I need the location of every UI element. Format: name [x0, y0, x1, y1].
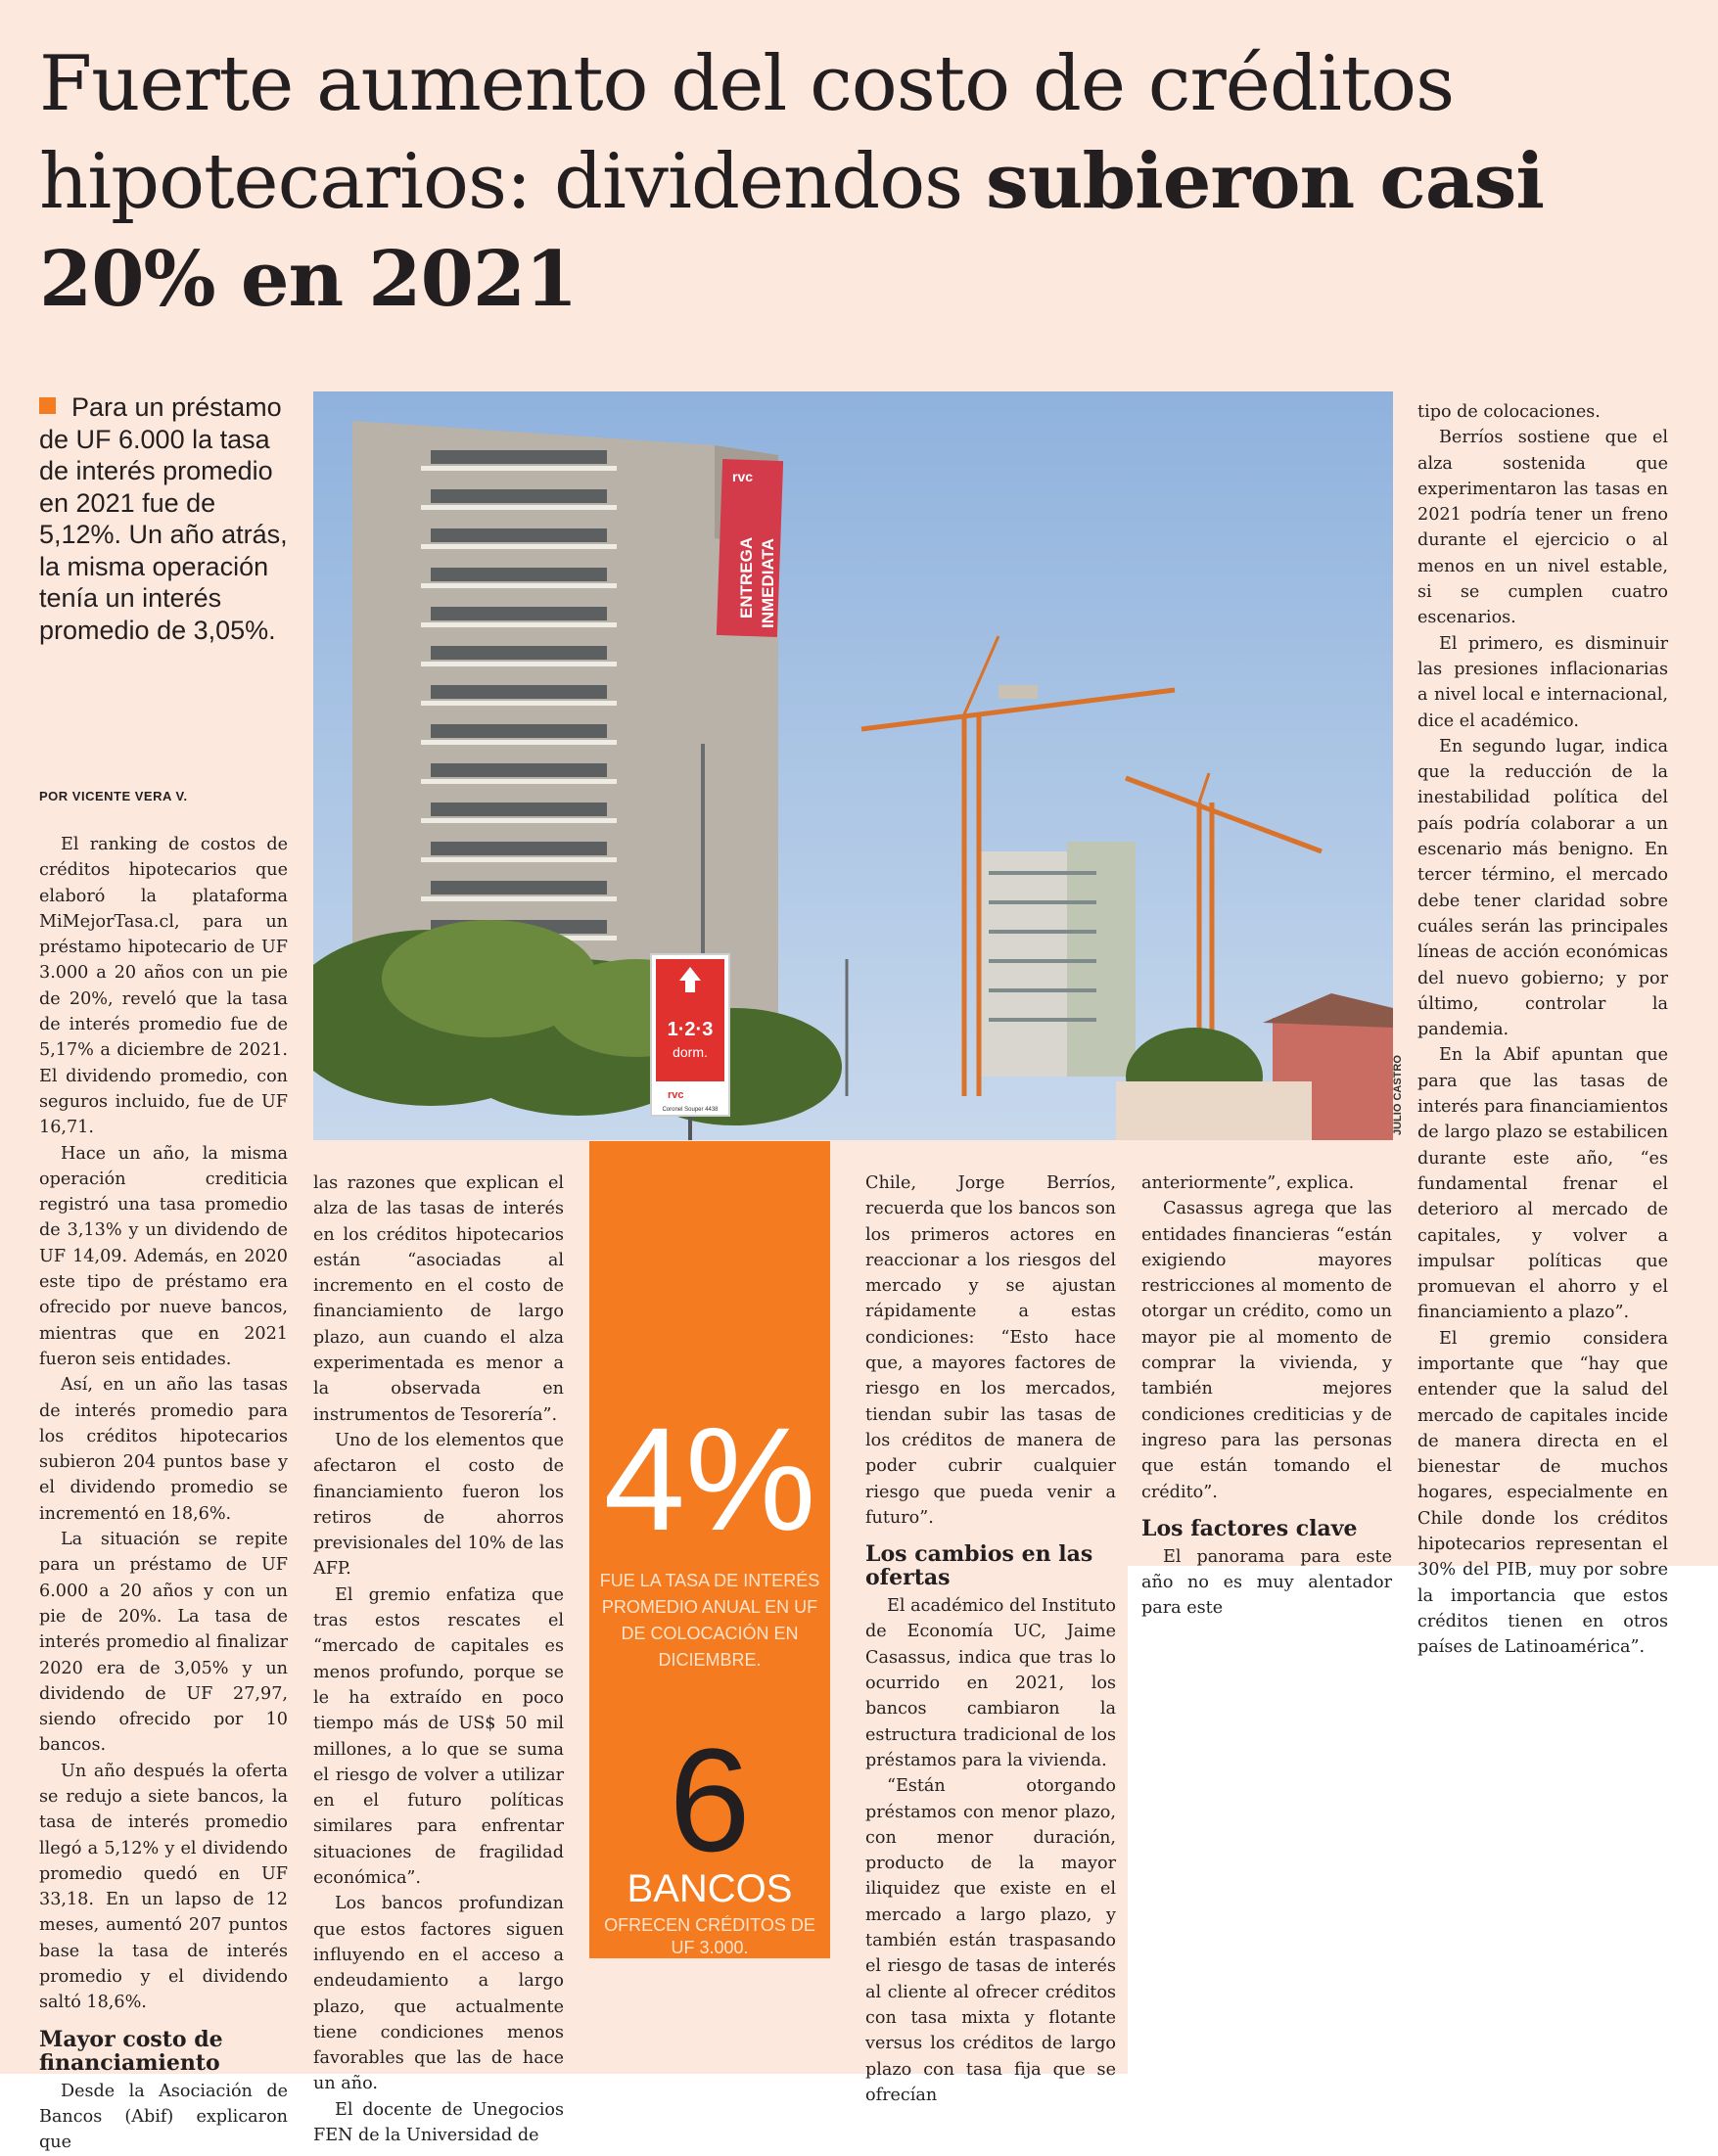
paragraph: “Están otorgando préstamos con menor plazo, con menor duración, producto de la mayor iliquidez que existe en el mercado a largo plazo, y también están traspasando el riesgo de tasas de interés al cliente al ofrecer créditos con tasa mixta y flotante versus los créditos de largo plazo con tasa fija que se ofrecían: [865, 1776, 1116, 2105]
paragraph: Los bancos profundizan que estos factores siguen influyendo en el acceso a endeudamiento a largo plazo, que actualmente tiene condiciones menos favorables que las de hace un año.: [313, 1894, 564, 2094]
orange-square-bullet-icon: [39, 397, 56, 414]
paragraph: El panorama para este año no es muy alentador para este: [1141, 1546, 1392, 1619]
banner-brand-text: rvc: [732, 469, 754, 484]
paragraph: Chile, Jorge Berríos, recuerda que los bancos son los primeros actores en reaccionar a los riesgos del mercado y se ajustan rápidamente a estas condiciones: “Esto hace que, a mayores factores de riesgo en los mercados, tiendan subir las tasas de los créditos de manera de poder cubrir cualquier riesgo que pueda venir a futuro”.: [865, 1173, 1116, 1528]
byline: POR VICENTE VERA V.: [39, 789, 188, 803]
subheading-factores-clave: Los factores clave: [1141, 1515, 1358, 1541]
headline-light: Fuerte aumento del costo de créditos hipotecarios: dividendos: [39, 40, 1455, 226]
stat-banks-unit: BANCOS: [627, 1867, 793, 1910]
lead-paragraph: [39, 391, 294, 646]
stat-rate-caption: FUE LA TASA DE INTERÉS PROMEDIO ANUAL EN UF DE COLOCACIÓN EN DICIEMBRE.: [599, 1571, 820, 1670]
article-column-3: [865, 1170, 1116, 2108]
sign-brand: rvc: [668, 1089, 684, 1101]
article-column-1: [39, 832, 288, 2156]
headline: [39, 35, 1664, 329]
paragraph: anteriormente”, explica.: [1141, 1173, 1355, 1193]
paragraph: Uno de los elementos que afectaron el costo de financiamiento fueron los retiros de ahorros previsionales del 10% de las AFP.: [313, 1430, 564, 1580]
sign-dorm-number: 1·2·3: [667, 1019, 714, 1040]
paragraph: Berríos sostiene que el alza sostenida que experimentaron las tasas en 2021 podría tener un freno durante el ejercicio o al menos en un nivel estable, si se cumplen cuatro escenarios.: [1417, 428, 1668, 628]
lead-text: Para un préstamo de UF 6.000 la tasa de interés promedio en 2021 fue de 5,12%. Un año atrás, la misma operación tenía un interés promedio de 3,05%.: [39, 392, 288, 645]
stat-banks-caption: OFRECEN CRÉDITOS DE UF 3.000.: [604, 1915, 815, 1957]
banner-text-2: INMEDIATA: [759, 538, 777, 628]
article-column-2: [313, 1170, 564, 2148]
paragraph: tipo de colocaciones.: [1417, 402, 1601, 422]
photo-credit: JULIO CASTRO: [1392, 1055, 1404, 1135]
paragraph: La situación se repite para un préstamo de UF 6.000 a 20 años y con un pie de 20%. La tasa de interés promedio al finalizar 2020 era de 3,05% y un dividendo de UF 27,97, siendo ofrecido por 10 bancos.: [39, 1530, 288, 1756]
paragraph: Así, en un año las tasas de interés promedio para los créditos hipotecarios subieron 204 puntos base y el dividendo promedio se incrementó en 18,6%.: [39, 1375, 288, 1524]
paragraph: Casassus agrega que las entidades financieras “están exigiendo mayores restricciones al momento de otorgar un crédito, como un mayor pie al momento de comprar la vivienda, y también mejores condiciones crediticias y de ingreso para las personas que están tomando el crédito”.: [1141, 1199, 1392, 1502]
subheading-cambios-ofertas: Los cambios en las ofertas: [865, 1541, 1093, 1591]
paragraph: El docente de Unegocios FEN de la Universidad de: [313, 2099, 564, 2145]
paragraph: En la Abif apuntan que para que las tasas de interés para financiamientos de largo plazo se estabilicen durante este año, “es fundamental frenar el deterioro al mercado de capitales, y volver a impulsar políticas que promuevan el ahorro y el financiamiento a plazo”.: [1417, 1045, 1668, 1323]
paragraph: El ranking de costos de créditos hipotecarios que elaboró la plataforma MiMejorTasa.cl, para un préstamo hipotecario de UF 3.000 a 20 años con un pie de 20%, reveló que la tasa de interés promedio fue de 5,17% a diciembre de 2021. El dividendo promedio, con seguros incluido, fue de UF 16,71.: [39, 835, 288, 1138]
subheading-mayor-costo: Mayor costo de financiamiento: [39, 2026, 223, 2076]
paragraph: Desde la Asociación de Bancos (Abif) explicaron que: [39, 2081, 288, 2153]
stat-banks-value: 6: [669, 1718, 751, 1882]
paragraph: las razones que explican el alza de las tasas de interés en los créditos hipotecarios están “asociadas al incremento en el costo de financiamiento de largo plazo, aun cuando el alza experimentada es menor a la observada en instrumentos de Tesorería”.: [313, 1173, 564, 1425]
stat-rate-value: 4%: [603, 1397, 816, 1561]
photo-buildings-cranes: [313, 391, 1393, 1140]
article-column-4: [1141, 1170, 1392, 1622]
banner-text-1: ENTREGA: [737, 536, 756, 619]
sign-dorm-label: dorm.: [673, 1044, 708, 1060]
paragraph: Hace un año, la misma operación crediticia registró una tasa promedio de 3,13% y un dividendo de UF 14,09. Además, en 2020 este tipo de préstamo era ofrecido por nueve bancos, mientras que en 2021 fueron seis entidades.: [39, 1143, 288, 1369]
paragraph: En segundo lugar, indica que la reducción de la inestabilidad política del país podría colaborar a un escenario más benigno. En tercer término, el mercado debe tener claridad sobre cuáles serán las principales líneas de acción económicas del nuevo gobierno; y por último, controlar la pandemia.: [1417, 736, 1668, 1040]
paragraph: Un año después la oferta se redujo a siete bancos, la tasa de interés promedio llegó a 5,12% y el dividendo promedio quedó en UF 33,18. En un lapso de 12 meses, aumentó 207 puntos base la tasa de interés promedio y el dividendo saltó 18,6%.: [39, 1761, 288, 2013]
stats-callout: [589, 1141, 830, 1958]
paragraph: El primero, es disminuir las presiones inflacionarias a nivel local e internacional, dice el académico.: [1417, 633, 1668, 731]
article-column-5: [1417, 399, 1668, 1661]
paragraph: El académico del Instituto de Economía UC, Jaime Casassus, indica que tras lo ocurrido en 2021, los bancos cambiaron la estructura tradicional de los préstamos para la vivienda.: [865, 1596, 1116, 1770]
headline-bold: subieron casi 20% en 2021: [39, 137, 1544, 324]
sign-street: Coronel Souper 4438: [662, 1107, 719, 1113]
paragraph: El gremio enfatiza que tras estos rescates el “mercado de capitales es menos profundo, porque se le ha extraído en poco tiempo más de US$ 50 mil millones, a lo que se suma el riesgo de volver a utilizar en el futuro políticas similares para enfrentar situaciones de fragilidad económica”.: [313, 1584, 564, 1889]
paragraph: El gremio considera importante que “hay que entender que la salud del mercado de capitales incide de manera directa en el bienestar de muchos hogares, especialmente en Chile donde los créditos hipotecarios representan el 30% del PIB, muy por sobre la importancia que estos créditos tienen en otros países de Latinoamérica”.: [1417, 1328, 1668, 1658]
